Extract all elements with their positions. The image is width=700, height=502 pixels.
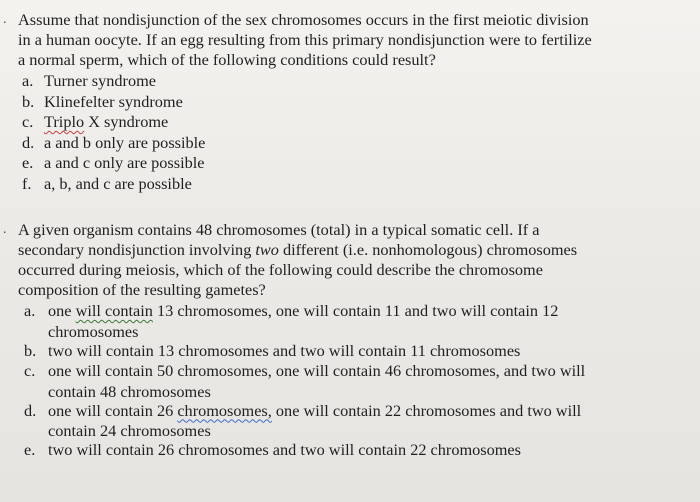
option-letter: e.: [22, 153, 34, 172]
option-text: one will contain 26 chromosomes, one will contain 22 chromosomes and two will: [48, 400, 582, 420]
question-1-stem-line-3: a normal sperm, which of the following conditions could result?: [18, 50, 436, 69]
option-text: a, b, and c are possible: [44, 173, 192, 193]
question-2-option-b: [0, 341, 700, 362]
question-2-option-e: [0, 440, 700, 461]
option-letter: f.: [22, 173, 32, 193]
option-letter: e.: [24, 440, 36, 459]
option-text: Triplo X syndrome: [44, 112, 169, 131]
option-letter: a.: [24, 301, 36, 320]
option-text: one will contain 13 chromosomes, one will contain 11 and two will contain 12: [48, 301, 559, 320]
grammar-flagged-phrase: will contain: [75, 301, 153, 320]
option-text: Klinefelter syndrome: [44, 91, 183, 111]
question-2-stem-line-3: occurred during meiosis, which of the following could describe the chromosome: [18, 260, 543, 279]
option-text: a and c only are possible: [44, 153, 205, 172]
question-1-option-b: [0, 92, 700, 113]
option-letter: a.: [22, 71, 34, 90]
question-1-option-d: [0, 133, 700, 154]
option-text: a and b only are possible: [44, 132, 206, 152]
option-letter: c.: [22, 112, 34, 131]
option-text: Turner syndrome: [44, 71, 157, 90]
question-1-stem-line-2: in a human oocyte. If an egg resulting from this primary nondisjunction were to fertilize: [18, 30, 592, 49]
question-1-bullet: .: [3, 12, 7, 27]
spellcheck-flagged-word: Triplo: [44, 112, 85, 131]
question-2-options: [0, 301, 700, 461]
question-2: [0, 220, 700, 461]
option-letter: b.: [22, 91, 35, 111]
question-2-stem-line-2: secondary nondisjunction involving two different (i.e. nonhomologous) chromosomes: [18, 240, 578, 259]
grammar-flagged-word: chromosomes,: [177, 400, 272, 420]
option-letter: c.: [24, 361, 36, 380]
option-letter: b.: [24, 340, 37, 360]
option-letter: d.: [22, 132, 35, 152]
option-text: one will contain 50 chromosomes, one will contain 46 chromosomes, and two will: [48, 361, 586, 380]
question-2-bullet: .: [3, 222, 7, 237]
option-letter: d.: [24, 400, 37, 420]
question-2-option-d: [0, 401, 700, 422]
question-2-option-c: [0, 361, 700, 382]
question-1-option-a: [0, 71, 700, 92]
question-1-option-f: [0, 174, 700, 195]
question-2-option-a-continuation: chromosomes: [48, 321, 139, 341]
question-1-stem-line-1: . Assume that nondisjunction of the sex chromosomes occurs in the first meiotic division: [3, 10, 589, 29]
question-2-option-d-continuation: contain 24 chromosomes: [48, 421, 211, 440]
question-1-options: [0, 71, 700, 194]
option-text: two will contain 26 chromosomes and two will contain 22 chromosomes: [48, 440, 521, 459]
emphasized-word: two: [255, 240, 279, 259]
question-1: [0, 10, 700, 194]
question-2-option-c-continuation: contain 48 chromosomes: [48, 381, 211, 401]
question-2-stem-line-4: composition of the resulting gametes?: [18, 280, 266, 299]
option-text: two will contain 13 chromosomes and two will contain 11 chromosomes: [48, 340, 521, 360]
question-2-option-a: [0, 301, 700, 322]
question-1-option-e: [0, 153, 700, 174]
question-2-stem-line-1: . A given organism contains 48 chromosomes (total) in a typical somatic cell. If a: [3, 220, 540, 239]
question-1-option-c: [0, 112, 700, 133]
